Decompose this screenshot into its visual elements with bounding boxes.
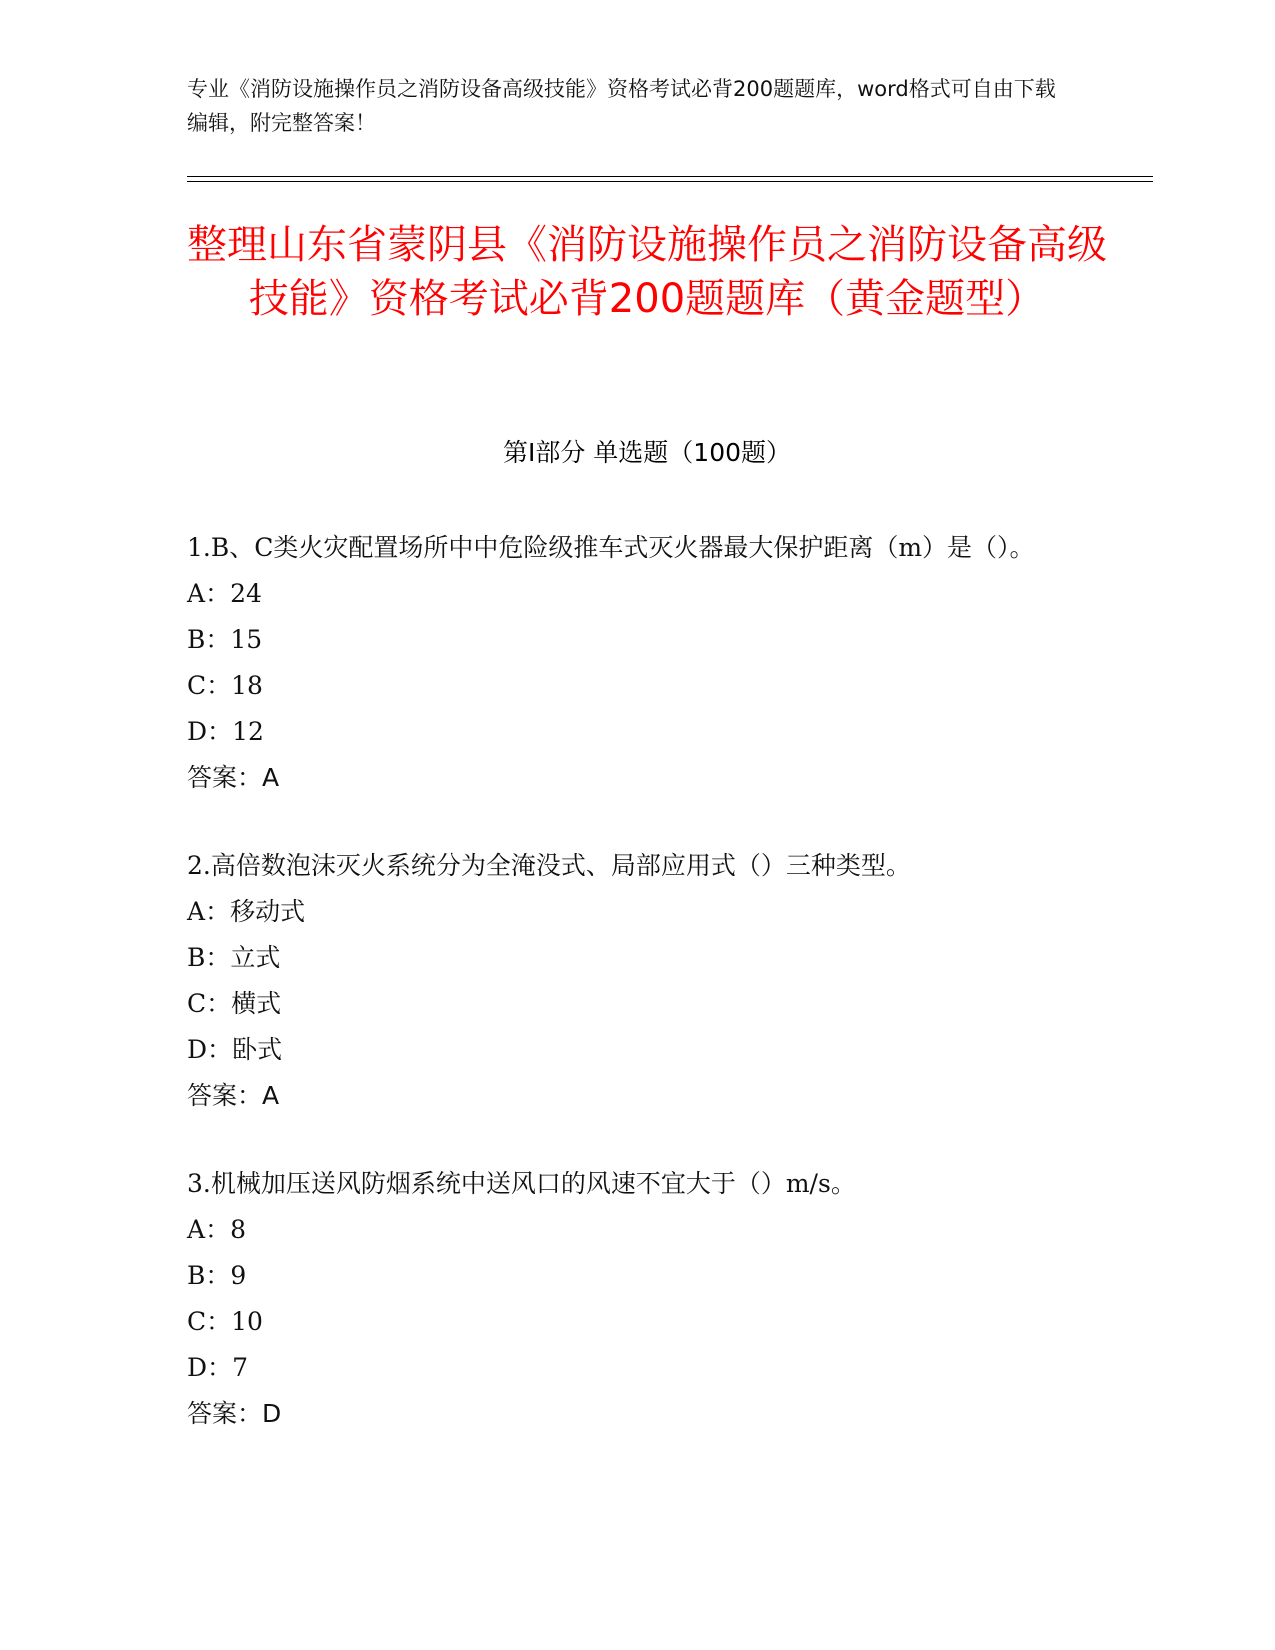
option-d: D：12 [187,717,264,746]
option-d: D：7 [187,1353,248,1382]
option-text: 立式 [230,943,281,972]
option-a: A：移动式 [187,897,306,926]
option-text: 9 [230,1261,247,1290]
option-label: D [187,1035,208,1064]
option-label: C [187,1307,207,1336]
option-label: A [187,1215,206,1244]
option-c: C：横式 [187,989,282,1018]
option-text: 移动式 [230,897,306,926]
option-b: B：9 [187,1261,247,1290]
question-3 [187,1161,1087,1437]
question-list [187,525,1087,1437]
option-label: D [187,717,208,746]
option-text: 8 [230,1215,246,1244]
option-label: B [187,943,206,972]
header-note: 专业《消防设施操作员之消防设备高级技能》资格考试必背200题题库，word格式可自由下载编辑，附完整答案！ [187,77,1056,135]
answer-value: A [262,1081,280,1110]
option-d: D：卧式 [187,1035,283,1064]
option-text: 10 [231,1307,263,1336]
question-stem: 3.机械加压送风防烟系统中送风口的风速不宜大于（）m/s。 [187,1169,856,1198]
option-label: B [187,1261,206,1290]
question-stem: 1.B、C类火灾配置场所中中危险级推车式灭火器最大保护距离（m）是（）。 [187,533,1035,562]
option-text: 15 [230,625,263,654]
option-label: C [187,989,207,1018]
question-1 [187,525,1087,801]
answer-label: 答案： [187,1081,263,1110]
header-divider-top [187,176,1153,177]
option-text: 18 [231,671,263,700]
option-label: B [187,625,206,654]
option-b: B：立式 [187,943,281,972]
option-a: A：8 [187,1215,246,1244]
answer-line [187,1073,1087,1119]
option-text: 卧式 [232,1035,283,1064]
answer-value: D [262,1399,282,1428]
option-text: 12 [232,717,264,746]
answer-value: A [262,763,280,792]
option-c: C：18 [187,671,263,700]
option-text: 7 [232,1353,248,1382]
answer-label: 答案： [187,1399,263,1428]
header-divider-bottom [187,181,1153,182]
option-label: C [187,671,207,700]
answer-line [187,755,1087,801]
answer-line [187,1391,1087,1437]
document-title: 整理山东省蒙阴县《消防设施操作员之消防设备高级技能》资格考试必背200题题库（黄金题型） [187,222,1107,322]
question-stem: 2.高倍数泡沫灭火系统分为全淹没式、局部应用式（）三种类型。 [187,851,911,880]
option-a: A：24 [187,579,262,608]
option-label: A [187,897,206,926]
option-label: A [187,579,206,608]
option-text: 横式 [231,989,282,1018]
option-b: B：15 [187,625,263,654]
section-title: 第Ⅰ部分 单选题（100题） [502,438,792,467]
option-text: 24 [230,579,262,608]
answer-label: 答案： [187,763,263,792]
option-label: D [187,1353,208,1382]
option-c: C：10 [187,1307,263,1336]
question-2 [187,843,1087,1119]
